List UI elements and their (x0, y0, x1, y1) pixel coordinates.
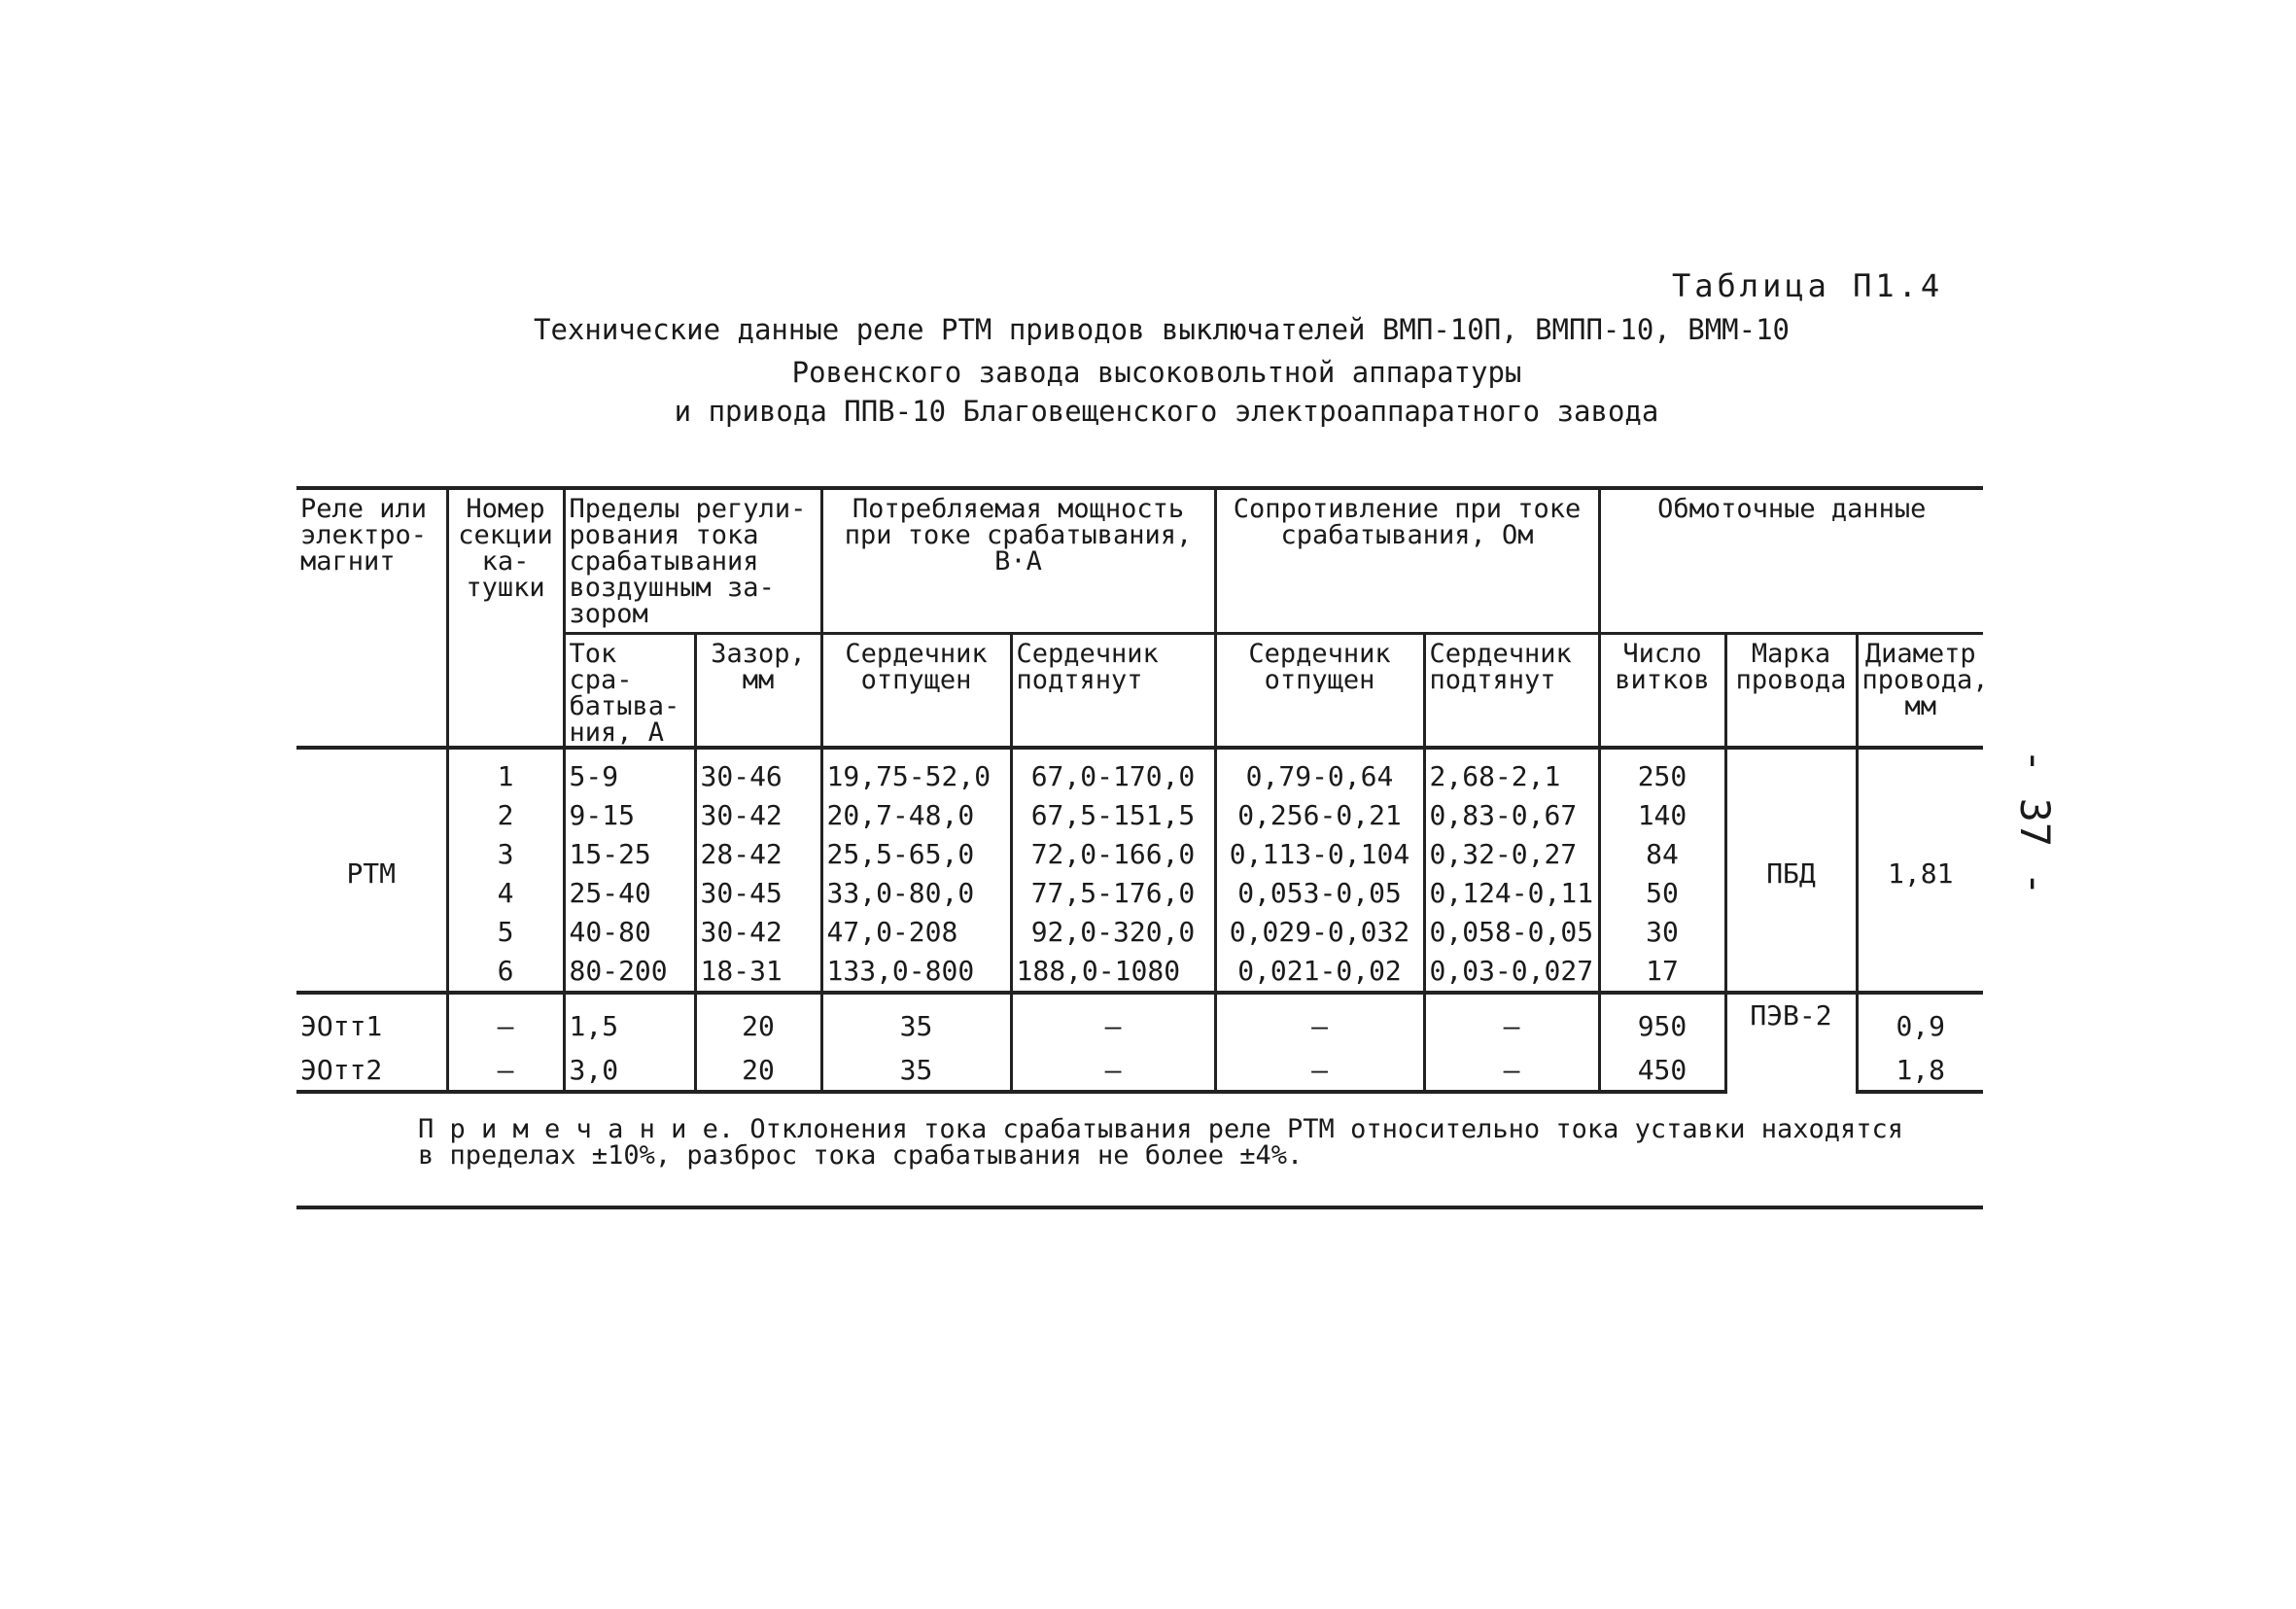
current-cell: 3,0 (564, 1051, 695, 1092)
table-label: Таблица П1.4 (1672, 267, 1944, 304)
gap-cell: 30-46 (695, 748, 821, 796)
section-cell: 6 (447, 952, 564, 993)
table-title-line-1: Технические данные реле РТМ приводов выключателей ВМП-10П, ВМПП-10, ВММ-10 (533, 313, 1790, 346)
power-attracted-cell: 67,5-151,5 (1011, 796, 1215, 835)
relay-cell: ЭОтт2 (296, 1051, 447, 1092)
power-released-cell: 19,75-52,0 (821, 748, 1011, 796)
res-attracted-cell: 0,058-0,05 (1424, 913, 1599, 952)
header-power-core-attracted: Сердечник подтянут (1011, 634, 1215, 749)
header-resistance: Сопротивление при токе срабатывания, Ом (1215, 488, 1599, 634)
header-power: Потребляемая мощность при токе срабатывания, В·А (821, 488, 1215, 634)
section-cell: 5 (447, 913, 564, 952)
power-released-cell: 35 (821, 1051, 1011, 1092)
power-attracted-cell: – (1011, 1051, 1215, 1092)
power-attracted-cell: 77,5-176,0 (1011, 874, 1215, 913)
res-attracted-cell: – (1424, 993, 1599, 1051)
turns-cell: 140 (1599, 796, 1725, 835)
power-attracted-cell: 72,0-166,0 (1011, 835, 1215, 874)
header-res-core-attracted: Сердечник подтянут (1424, 634, 1599, 749)
power-attracted-cell: 67,0-170,0 (1011, 748, 1215, 796)
power-released-cell: 25,5-65,0 (821, 835, 1011, 874)
res-attracted-cell: 2,68-2,1 (1424, 748, 1599, 796)
turns-cell: 950 (1599, 993, 1725, 1051)
gap-cell: 30-42 (695, 796, 821, 835)
power-attracted-cell: 92,0-320,0 (1011, 913, 1215, 952)
gap-cell: 20 (695, 993, 821, 1051)
turns-cell: 50 (1599, 874, 1725, 913)
res-attracted-cell: – (1424, 1051, 1599, 1092)
header-current: Ток сра- батыва- ния, А (564, 634, 695, 749)
header-limits: Пределы регули- рования тока срабатывания воздушным за- зором (564, 488, 821, 634)
bottom-rule (296, 1206, 1983, 1209)
res-attracted-cell: 0,32-0,27 (1424, 835, 1599, 874)
current-cell: 9-15 (564, 796, 695, 835)
section-cell: 2 (447, 796, 564, 835)
section-cell: – (447, 993, 564, 1051)
gap-cell: 28-42 (695, 835, 821, 874)
current-cell: 15-25 (564, 835, 695, 874)
power-attracted-cell: – (1011, 993, 1215, 1051)
res-released-cell: 0,113-0,104 (1215, 835, 1424, 874)
relay-cell: ЭОтт1 (296, 993, 447, 1051)
turns-cell: 17 (1599, 952, 1725, 993)
res-attracted-cell: 0,03-0,027 (1424, 952, 1599, 993)
gap-cell: 30-42 (695, 913, 821, 952)
table-row (296, 748, 1983, 796)
current-cell: 25-40 (564, 874, 695, 913)
wire-brand-cell: ПЭВ-2 (1725, 993, 1857, 1092)
res-attracted-cell: 0,83-0,67 (1424, 796, 1599, 835)
header-power-core-released: Сердечник отпущен (821, 634, 1011, 749)
relay-cell: РТМ (296, 748, 447, 993)
section-cell: 3 (447, 835, 564, 874)
gap-cell: 18-31 (695, 952, 821, 993)
current-cell: 80-200 (564, 952, 695, 993)
gap-cell: 30-45 (695, 874, 821, 913)
page-number: - 37 - (2011, 749, 2059, 896)
current-cell: 1,5 (564, 993, 695, 1051)
wire-diameter-cell: 1,8 (1857, 1051, 1983, 1092)
res-released-cell: 0,256-0,21 (1215, 796, 1424, 835)
table-row (296, 993, 1983, 1051)
table-note: П р и м е ч а н и е. Отклонения тока срабатывания реле РТМ относительно тока уставки находятся в пределах ±10%, разброс тока срабатывания не более ±4%. (418, 1114, 1904, 1171)
turns-cell: 30 (1599, 913, 1725, 952)
table-title-line-3: и привода ППВ-10 Благовещенского электроаппаратного завода (674, 395, 1659, 428)
res-released-cell: – (1215, 1051, 1424, 1092)
header-wire-diameter: Диаметр провода, мм (1857, 634, 1983, 749)
power-released-cell: 35 (821, 993, 1011, 1051)
header-turns: Число витков (1599, 634, 1725, 749)
header-winding: Обмоточные данные (1599, 488, 1983, 634)
wire-diameter-cell: 1,81 (1857, 748, 1983, 993)
res-released-cell: – (1215, 993, 1424, 1051)
res-released-cell: 0,053-0,05 (1215, 874, 1424, 913)
section-cell: 4 (447, 874, 564, 913)
gap-cell: 20 (695, 1051, 821, 1092)
power-released-cell: 20,7-48,0 (821, 796, 1011, 835)
res-released-cell: 0,79-0,64 (1215, 748, 1424, 796)
header-gap: Зазор, мм (695, 634, 821, 749)
current-cell: 5-9 (564, 748, 695, 796)
res-attracted-cell: 0,124-0,11 (1424, 874, 1599, 913)
turns-cell: 450 (1599, 1051, 1725, 1092)
power-released-cell: 133,0-800 (821, 952, 1011, 993)
power-attracted-cell: 188,0-1080 (1011, 952, 1215, 993)
header-section: Номер секции ка- тушки (447, 488, 564, 748)
header-relay: Реле или электро- магнит (296, 488, 447, 748)
res-released-cell: 0,029-0,032 (1215, 913, 1424, 952)
wire-brand-cell: ПБД (1725, 748, 1857, 993)
wire-diameter-cell: 0,9 (1857, 993, 1983, 1051)
turns-cell: 84 (1599, 835, 1725, 874)
header-wire-brand: Марка провода (1725, 634, 1857, 749)
relay-data-table (296, 486, 1989, 1094)
section-cell: 1 (447, 748, 564, 796)
power-released-cell: 47,0-208 (821, 913, 1011, 952)
table-title-line-2: Ровенского завода высоковольтной аппаратуры (791, 356, 1522, 389)
header-res-core-released: Сердечник отпущен (1215, 634, 1424, 749)
power-released-cell: 33,0-80,0 (821, 874, 1011, 913)
turns-cell: 250 (1599, 748, 1725, 796)
res-released-cell: 0,021-0,02 (1215, 952, 1424, 993)
current-cell: 40-80 (564, 913, 695, 952)
section-cell: – (447, 1051, 564, 1092)
